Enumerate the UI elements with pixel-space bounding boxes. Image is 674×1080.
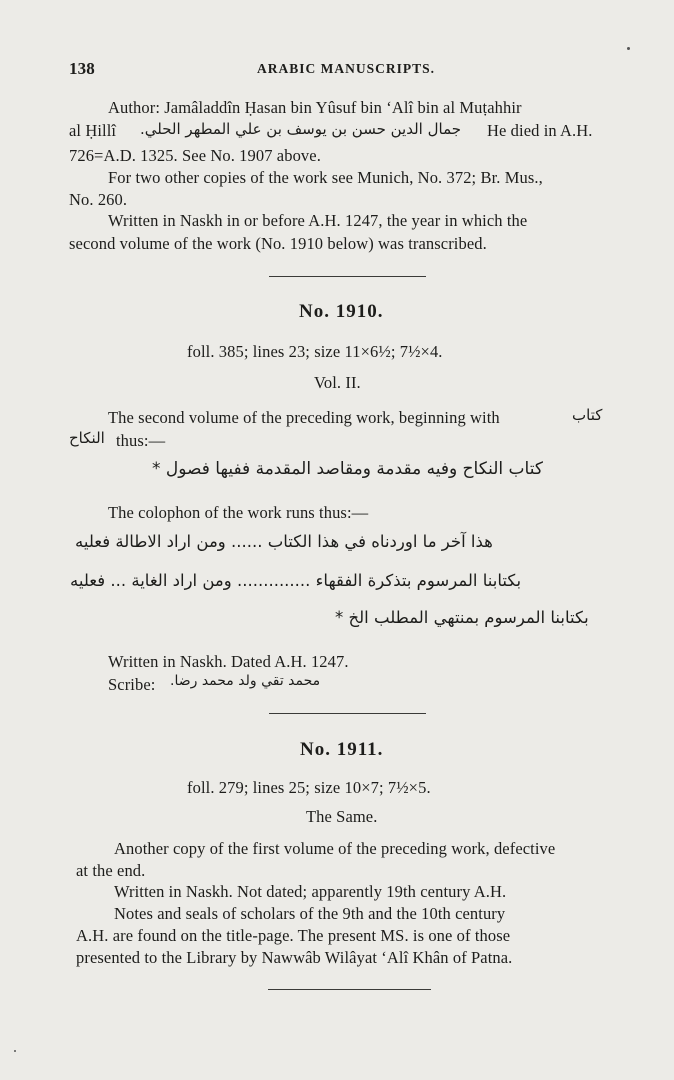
written-line-2: second volume of the work (No. 1910 below) was transcribed.	[69, 234, 487, 253]
author-name-arabic: جمال الدين حسن بن يوسف بن علي المطهر الحلي.	[140, 120, 462, 138]
running-title: ARABIC MANUSCRIPTS.	[257, 61, 436, 76]
entry-1911-desc-line-2: at the end.	[76, 861, 146, 880]
page-number: 138	[69, 59, 95, 78]
section-divider-1	[269, 276, 426, 277]
colophon-line-2: بكتابنا المرسوم بتذكرة الفقهاء .............. ومن اراد الغاية ... فعليه	[70, 571, 522, 590]
written-line-1: Written in Naskh in or before A.H. 1247, the year in which the	[108, 211, 528, 230]
author-line-2a: al Ḥillî	[69, 121, 117, 140]
entry-1910-collation: foll. 385; lines 23; size 11×6½; 7½×4.	[187, 342, 443, 361]
entry-1911-same: The Same.	[306, 807, 378, 826]
entry-1910-intro-arabic-2: النكاح	[69, 429, 105, 447]
entry-1910-volume: Vol. II.	[314, 373, 361, 392]
page-speck	[14, 1050, 16, 1052]
entry-1910-colophon-intro: The colophon of the work runs thus:—	[108, 503, 369, 522]
copies-line-1: For two other copies of the work see Munich, No. 372; Br. Mus.,	[108, 168, 543, 187]
entry-1910-intro-arabic-1: كتاب	[572, 406, 603, 424]
author-line-1: Author: Jamâladdîn Ḥasan bin Yûsuf bin ‘Alî bin al Muṭahhir	[108, 98, 522, 117]
entry-1910-intro-line-2: thus:—	[116, 431, 166, 450]
entry-1911-desc-line-1: Another copy of the first volume of the preceding work, defective	[114, 839, 556, 858]
copies-line-2: No. 260.	[69, 190, 128, 209]
colophon-line-1: هذا آخر ما اوردناه في هذا الكتاب ...... ومن اراد الاطالة فعليه	[75, 532, 493, 551]
section-divider-2	[269, 713, 426, 714]
entry-1910-scribe-arabic: محمد تقي ولد محمد رضا.	[170, 673, 321, 689]
author-line-2b: He died in A.H.	[487, 121, 593, 140]
author-line-3: 726=A.D. 1325. See No. 1907 above.	[69, 146, 321, 165]
entry-1911-notes-line-1: Notes and seals of scholars of the 9th and the 10th century	[114, 904, 506, 923]
entry-1911-notes-line-3: presented to the Library by Nawwâb Wilâyat ‘Alî Khân of Patna.	[76, 948, 513, 967]
entry-1911-collation: foll. 279; lines 25; size 10×7; 7½×5.	[187, 778, 431, 797]
entry-1911-notes-line-2: A.H. are found on the title-page. The present MS. is one of those	[76, 926, 511, 945]
entry-1911-heading: No. 1911.	[300, 739, 384, 760]
entry-1910-incipit: كتاب النكاح وفيه مقدمة ومقاصد المقدمة ففيها فصول *	[152, 459, 543, 479]
entry-1910-written: Written in Naskh. Dated A.H. 1247.	[108, 652, 349, 671]
entry-1910-intro-line-1: The second volume of the preceding work, beginning with	[108, 408, 500, 427]
entry-1911-written: Written in Naskh. Not dated; apparently 19th century A.H.	[114, 882, 507, 901]
entry-1910-scribe-label: Scribe:	[108, 675, 156, 694]
entry-1910-heading: No. 1910.	[299, 301, 384, 322]
section-divider-3	[268, 989, 431, 990]
page-speck	[627, 47, 630, 50]
colophon-line-3: بكتابنا المرسوم بمنتهي المطلب الخ *	[335, 608, 589, 627]
